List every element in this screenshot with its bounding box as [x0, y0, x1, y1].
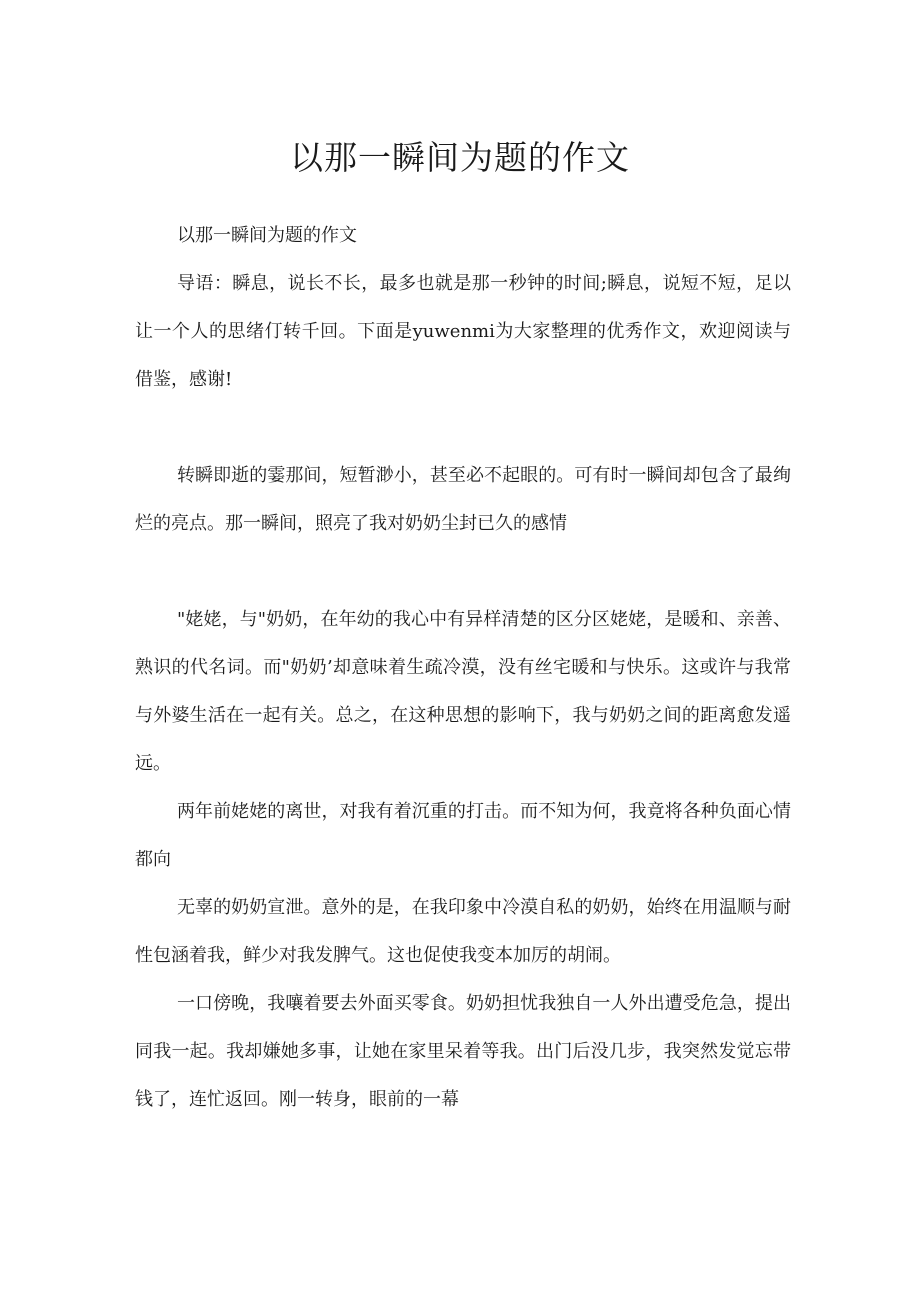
body-paragraph-3: 两年前姥姥的离世，对我有着沉重的打击。而不知为何，我竟将各种负面心情都向	[135, 801, 791, 870]
body-paragraph-5: 一口傍晚，我嚷着要去外面买零食。奶奶担忧我独自一人外出遭受危急，提出同我一起。我却嫌她多事，让她在家里呆着等我。出门后没几步，我突然发觉忘带钱了，连忙返回。刚一转身，眼前的一幕	[135, 993, 791, 1110]
body-paragraph-4: 无辜的奶奶宣泄。意外的是，在我印象中冷漠自私的奶奶，始终在用温顺与耐性包涵着我，鲜少对我发脾气。这也促使我变本加厉的胡闹。	[135, 897, 791, 966]
body-paragraph-1: 转瞬即逝的霎那间，短暂渺小，甚至必不起眼的。可有时一瞬间却包含了最绚烂的亮点。那一瞬间，照亮了我对奶奶尘封已久的感情	[135, 465, 791, 534]
paragraph-gap	[135, 404, 791, 452]
body-paragraph-2: "姥姥，与"奶奶，在年幼的我心中有异样清楚的区分区姥姥，是暖和、亲善、熟识的代名词。而"奶奶’却意味着生疏冷漠，没有丝宅暖和与快乐。这或许与我常与外婆生活在一起有关。总之，在这种思想的影响下，我与奶奶之间的距离愈发遥远。	[135, 609, 791, 774]
paragraph-gap	[135, 548, 791, 596]
document-body	[135, 212, 791, 1124]
document-title: 以那一瞬间为题的作文	[290, 138, 630, 177]
intro-paragraph: 导语：瞬息，说长不长，最多也就是那一秒钟的时间;瞬息，说短不短，足以让一个人的思绪仃转千回。下面是yuwenmi为大家整理的优秀作文，欢迎阅读与借鉴，感谢!	[135, 273, 791, 390]
subtitle-paragraph: 以那一瞬间为题的作文	[177, 225, 357, 246]
